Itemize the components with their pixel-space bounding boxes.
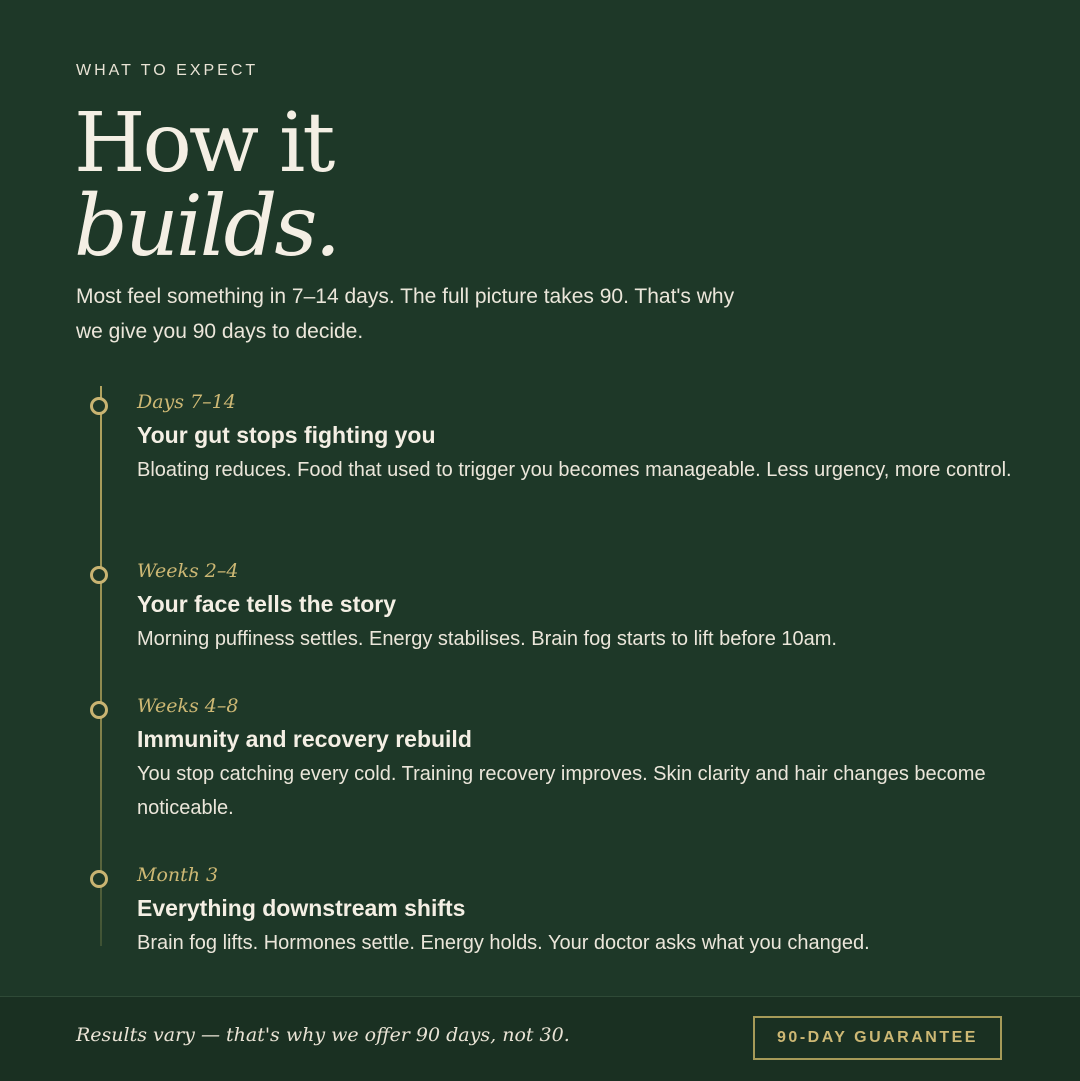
timeline-rail: [100, 386, 102, 946]
timeline-step-weeks-2-4: [137, 557, 1017, 656]
ring-icon: [90, 870, 108, 888]
step-title: Everything downstream shifts: [137, 895, 466, 921]
step-title: Your face tells the story: [137, 591, 397, 617]
step-timeframe: Days 7–14: [137, 391, 236, 413]
footer-disclaimer: Results vary — that's why we offer 90 days, not 30.: [76, 1024, 570, 1046]
guarantee-badge: 90-DAY GUARANTEE: [753, 1016, 1002, 1060]
ring-icon: [90, 701, 108, 719]
step-description: You stop catching every cold. Training recovery improves. Skin clarity and hair changes become noticeable.: [137, 763, 986, 819]
timeline-step-month-3: [137, 861, 1017, 960]
ring-icon: [90, 397, 108, 415]
step-title: Immunity and recovery rebuild: [137, 726, 472, 752]
eyebrow-label: WHAT TO EXPECT: [76, 62, 259, 79]
step-description: Brain fog lifts. Hormones settle. Energy holds. Your doctor asks what you changed.: [137, 932, 870, 954]
step-timeframe: Weeks 2–4: [137, 560, 239, 582]
step-timeframe: Weeks 4–8: [137, 695, 239, 717]
step-title: Your gut stops fighting you: [137, 422, 436, 448]
step-description: Bloating reduces. Food that used to trigger you becomes manageable. Less urgency, more control.: [137, 459, 1012, 481]
footer-bar: [0, 996, 1080, 1081]
timeline-step-days-7-14: [137, 388, 1017, 487]
ring-icon: [90, 566, 108, 584]
intro-text: Most feel something in 7–14 days. The full picture takes 90. That's why we give you 90 days to decide.: [76, 285, 735, 343]
title-line-1: How it: [74, 96, 333, 191]
title-line-2: builds.: [74, 177, 339, 275]
timeline-step-weeks-4-8: [137, 692, 1017, 825]
step-description: Morning puffiness settles. Energy stabilises. Brain fog starts to lift before 10am.: [137, 628, 837, 650]
step-timeframe: Month 3: [137, 864, 219, 886]
